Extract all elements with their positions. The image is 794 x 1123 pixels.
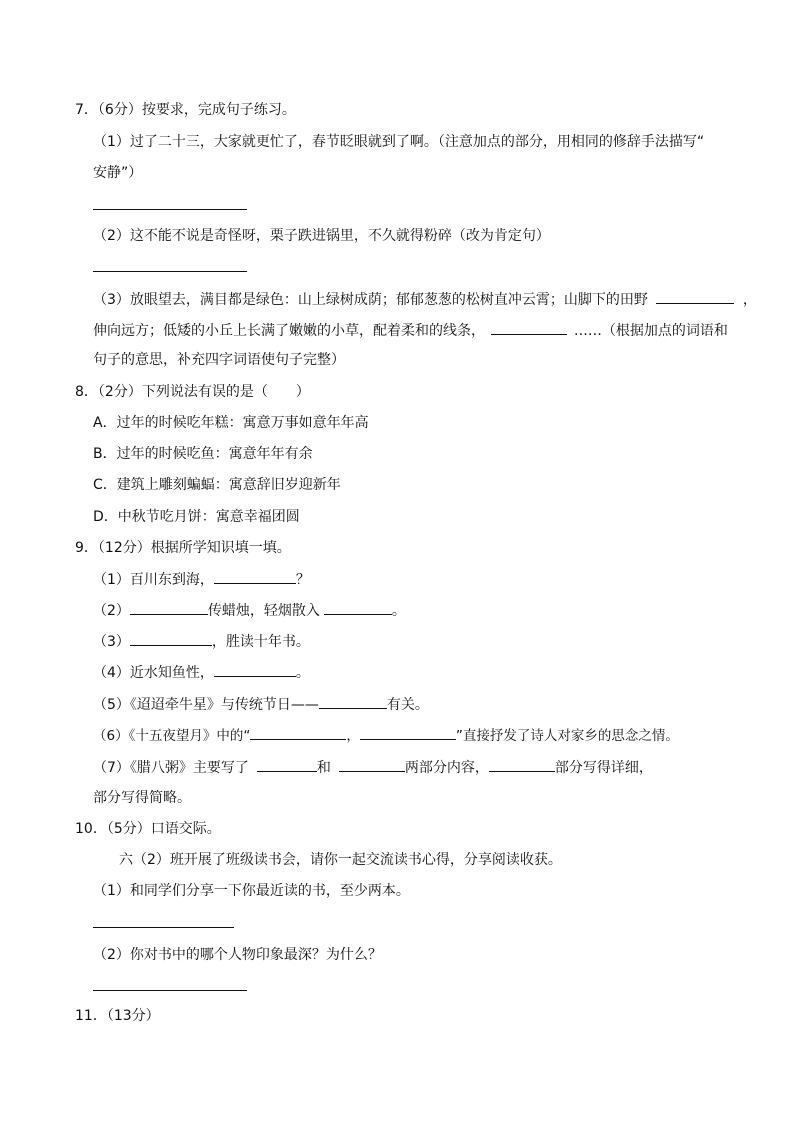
q9-item3-blank[interactable] <box>130 631 212 646</box>
q9-item7-blank-1[interactable] <box>257 757 317 772</box>
q8-option-b[interactable]: B．过年的时候吃鱼：寓意年年有余 <box>93 446 313 462</box>
q8-option-d[interactable]: D．中秋节吃月饼：寓意幸福团圆 <box>93 509 300 525</box>
q10-intro: 六（2）班开展了班级读书会，请你一起交流读书心得，分享阅读收获。 <box>119 852 562 868</box>
q7-part3-blank-2[interactable] <box>491 320 567 335</box>
q9-item2-blank-2[interactable] <box>324 600 392 615</box>
q7-part3-line1 <box>93 289 757 310</box>
q9-item4 <box>93 662 310 683</box>
q7-part3-text-d: ……（根据加点的词语和 <box>573 323 728 339</box>
q8-option-a[interactable]: A．过年的时候吃年糕：寓意万事如意年年高 <box>93 415 369 431</box>
q7-part1-line2: 安静”） <box>93 165 143 181</box>
q9-item2 <box>93 600 406 621</box>
q9-item5-blank[interactable] <box>319 694 387 709</box>
q9-item3 <box>93 631 310 652</box>
q7-part3-blank-1[interactable] <box>656 289 734 304</box>
q9-item2-num: （2） <box>93 603 130 619</box>
q9-item6-blank-1[interactable] <box>250 725 346 740</box>
q9-item5-text: （5）《迢迢牵牛星》与传统节日—— <box>93 697 319 713</box>
q9-item5-end: 有关。 <box>386 697 429 713</box>
q11-heading: 11．（13分） <box>75 1008 160 1024</box>
q9-item7-and: 和 <box>316 760 331 776</box>
q7-part1-line1: （1）过了二十三，大家就更忙了，春节眨眼就到了啊。（注意加点的部分，用相同的修辞手法描写“ <box>93 134 705 150</box>
q7-part2: （2）这不能不说是奇怪呀，栗子跌进锅里，不久就得粉碎（改为肯定句） <box>93 228 550 244</box>
q9-item6-end: ”直接抒发了诗人对家乡的思念之情。 <box>455 728 679 744</box>
q9-item4-text: （4）近水知鱼性， <box>93 665 214 681</box>
q7-part1-answer-line[interactable] <box>93 209 247 210</box>
q9-item1-blank[interactable] <box>214 569 296 584</box>
q8-heading: 8．（2分）下列说法有误的是（ ） <box>75 384 310 400</box>
q9-heading: 9．（12分）根据所学知识填一填。 <box>75 540 291 556</box>
q10-heading: 10．（5分）口语交际。 <box>75 821 221 837</box>
q9-item1-end: ？ <box>295 572 310 588</box>
q9-item7-blank-3[interactable] <box>489 757 555 772</box>
q9-item3-text: ，胜读十年书。 <box>211 634 310 650</box>
q8-option-c[interactable]: C．建筑上雕刻蝙蝠：寓意辞旧岁迎新年 <box>93 477 341 493</box>
q9-item3-num: （3） <box>93 634 130 650</box>
q7-part3-line3: 句子的意思，补充四字词语使句子完整） <box>93 352 345 368</box>
q9-item7 <box>93 757 653 778</box>
q9-item2-end: 。 <box>391 603 406 619</box>
q10-part1: （1）和同学们分享一下你最近读的书，至少两本。 <box>93 883 410 899</box>
q10-part2-answer-line[interactable] <box>93 990 247 991</box>
q9-item1 <box>93 569 310 590</box>
q9-item7-line2: 部分写得简略。 <box>93 790 191 806</box>
q9-item5 <box>93 694 429 715</box>
q7-heading: 7．（6分）按要求，完成句子练习。 <box>75 102 296 118</box>
q9-item4-blank[interactable] <box>214 662 296 677</box>
q7-part3-text-a: （3）放眼望去，满目都是绿色：山上绿树成荫；郁郁葱葱的松树直冲云霄；山脚下的田野 <box>93 292 648 308</box>
q9-item6 <box>93 725 679 746</box>
q7-part3-line2 <box>93 320 728 341</box>
q9-item2-text: 传蜡烛，轻烟散入 <box>207 603 320 619</box>
q9-item6-comma: ， <box>346 728 360 744</box>
q9-item7-mid: 两部分内容， <box>404 760 489 776</box>
q9-item7-text: （7）《腊八粥》主要写了 <box>93 760 249 776</box>
q9-item6-text: （6）《十五夜望月》中的“ <box>93 728 251 744</box>
q10-part1-answer-line[interactable] <box>93 927 234 928</box>
q9-item1-text: （1）百川东到海， <box>93 572 214 588</box>
q9-item6-blank-2[interactable] <box>360 725 456 740</box>
q9-item7-detail: 部分写得详细， <box>554 760 653 776</box>
q7-part3-text-b: ， <box>742 292 757 308</box>
q9-item4-end: 。 <box>295 665 310 681</box>
q9-item7-blank-2[interactable] <box>339 757 405 772</box>
q7-part3-text-c: 伸向远方；低矮的小丘上长满了嫩嫩的小草，配着柔和的线条， <box>93 323 485 339</box>
q7-part2-answer-line[interactable] <box>93 271 247 272</box>
q10-part2: （2）你对书中的哪个人物印象最深？为什么？ <box>93 947 382 963</box>
q9-item2-blank-1[interactable] <box>130 600 208 615</box>
